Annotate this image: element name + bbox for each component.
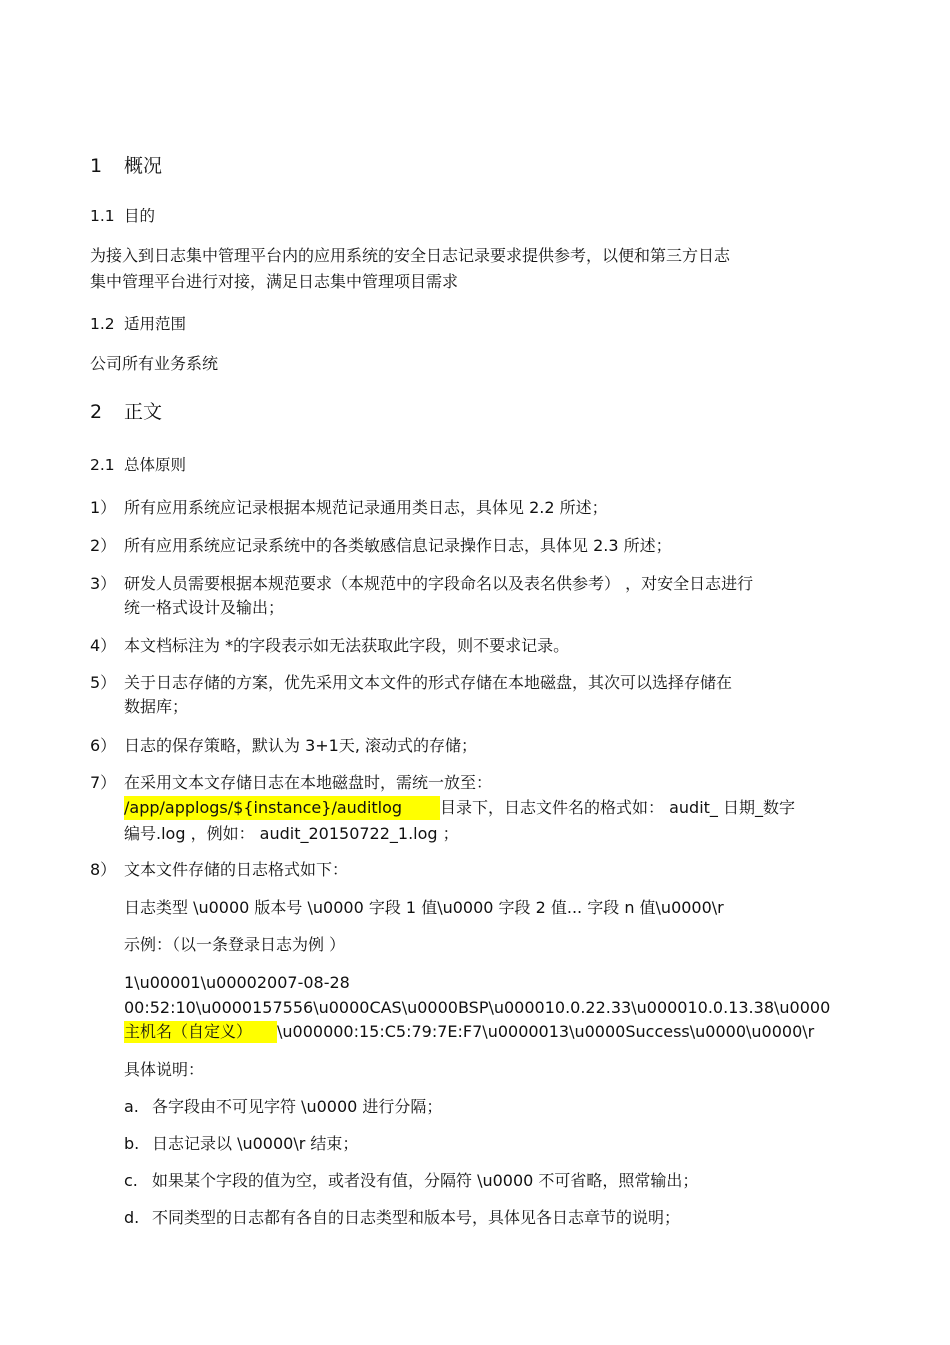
highlighted-path: /app/applogs/${instance}/auditlog (124, 796, 440, 820)
highlighted-hostname: 主机名（自定义） (124, 1021, 277, 1043)
heading-title: 目的 (124, 207, 156, 225)
list-number: 1） (90, 498, 117, 517)
heading-title: 总体原则 (124, 456, 187, 474)
heading-2 (90, 399, 162, 425)
list-text: 关于日志存储的方案，优先采用文本文件的形式存储在本地磁盘，其次可以选择存储在 (124, 673, 733, 692)
heading-title: 概况 (124, 155, 163, 177)
heading-number: 2.1 (90, 456, 115, 474)
sub-list-text: 各字段由不可见字符 \u0000 进行分隔； (152, 1097, 443, 1116)
heading-number: 1.2 (90, 315, 115, 333)
list-text (124, 796, 795, 820)
sub-list-text: 不同类型的日志都有各自的日志类型和版本号，具体见各日志章节的说明； (152, 1208, 681, 1227)
heading-number: 2 (90, 401, 103, 423)
example-line-rest: \u000000:15:C5:79:7E:F7\u0000013\u0000Success\u0000\u0000\r (277, 1022, 815, 1041)
heading-number: 1.1 (90, 207, 115, 225)
list-text: 编号.log ，例如： audit_20150722_1.log ； (124, 824, 459, 843)
list-number: 6） (90, 736, 117, 755)
heading-2-1 (90, 454, 186, 476)
heading-1-2 (90, 313, 186, 335)
example-line (124, 1021, 814, 1043)
list-text: 日志的保存策略，默认为 3+1天, 滚动式的存储； (124, 736, 478, 755)
sub-list-letter: b. (124, 1134, 140, 1153)
paragraph-line: 公司所有业务系统 (90, 354, 219, 373)
list-number: 7） (90, 773, 117, 792)
paragraph-line: 集中管理平台进行对接，满足日志集中管理项目需求 (90, 272, 459, 291)
heading-number: 1 (90, 155, 103, 177)
log-format: 日志类型 \u0000 版本号 \u0000 字段 1 值\u0000 字段 2 值... 字段 n 值\u0000\r (124, 898, 724, 917)
heading-title: 正文 (124, 401, 163, 423)
list-number: 3） (90, 574, 117, 593)
example-line: 1\u00001\u00002007-08-28 (124, 973, 350, 992)
example-line: 00:52:10\u0000157556\u0000CAS\u0000BSP\u000010.0.22.33\u000010.0.13.38\u0000 (124, 998, 831, 1017)
sub-list-text: 如果某个字段的值为空，或者没有值，分隔符 \u0000 不可省略，照常输出； (152, 1171, 699, 1190)
sub-list-letter: a. (124, 1097, 139, 1116)
paragraph-line: 为接入到日志集中管理平台内的应用系统的安全日志记录要求提供参考，以便和第三方日志 (90, 246, 731, 265)
list-number: 2） (90, 536, 117, 555)
heading-1-1 (90, 205, 155, 227)
list-number: 4） (90, 636, 117, 655)
list-number: 8） (90, 860, 117, 879)
list-number: 5） (90, 673, 117, 692)
list-text: 在采用文本文存储日志在本地磁盘时，需统一放至： (124, 773, 493, 792)
sub-list-letter: d. (124, 1208, 140, 1227)
heading-title: 适用范围 (124, 315, 187, 333)
sub-list-letter: c. (124, 1171, 138, 1190)
list-text: 研发人员需要根据本规范要求（本规范中的字段命名以及表名供参考） ，对安全日志进行 (124, 574, 754, 593)
example-label: 示例：（以一条登录日志为例 ） (124, 935, 346, 954)
sub-list-text: 日志记录以 \u0000\r 结束； (152, 1134, 359, 1153)
list-text-rest: 目录下，日志文件名的格式如： audit_ 日期_数字 (440, 798, 795, 817)
detail-label: 具体说明： (124, 1060, 205, 1079)
heading-1 (90, 153, 162, 179)
list-text: 统一格式设计及输出； (124, 598, 285, 617)
list-text: 所有应用系统应记录系统中的各类敏感信息记录操作日志，具体见 2.3 所述； (124, 536, 672, 555)
list-text: 数据库； (124, 697, 189, 716)
list-text: 文本文件存储的日志格式如下： (124, 860, 349, 879)
list-text: 本文档标注为 *的字段表示如无法获取此字段，则不要求记录。 (124, 636, 570, 655)
list-text: 所有应用系统应记录根据本规范记录通用类日志，具体见 2.2 所述； (124, 498, 608, 517)
